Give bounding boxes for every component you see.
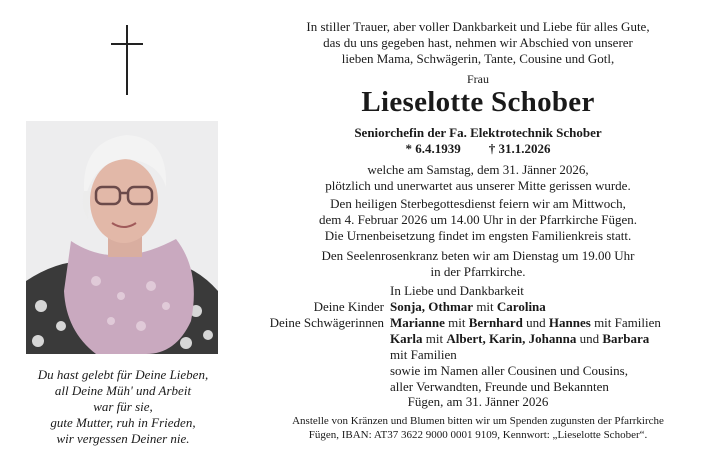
service-info	[244, 196, 712, 244]
inlaws-label: Deine Schwägerinnen	[269, 315, 384, 330]
rosary-info	[244, 248, 712, 280]
children-label: Deine Kinder	[313, 299, 384, 314]
poem-line: war für sie,	[93, 399, 153, 414]
intro-paragraph	[244, 19, 712, 67]
text-line: Die Urnenbeisetzung findet im engsten Familienkreis statt.	[324, 228, 632, 243]
inlaws-line-3: mit Familien	[390, 347, 457, 362]
intro-line: In stiller Trauer, aber voller Dankbarkeit und Liebe für alles Gute,	[306, 19, 650, 34]
name: Albert, Karin, Johanna	[446, 331, 577, 346]
birth-date: * 6.4.1939	[405, 141, 461, 156]
text-line: Anstelle von Kränzen und Blumen bitten wir um Spenden zugunsten der Pfarrkirche	[292, 415, 664, 427]
relatives-line: aller Verwandten, Freunde und Bekannten	[390, 379, 609, 394]
name: Karla	[390, 331, 423, 346]
text-line: Den heiligen Sterbegottesdienst feiern wir am Mittwoch,	[330, 196, 626, 211]
inlaws-line-2	[390, 331, 712, 347]
text: mit	[448, 315, 466, 330]
poem-line: all Deine Müh' und Arbeit	[54, 383, 192, 398]
poem-line: gute Mutter, ruh in Frieden,	[50, 415, 196, 430]
name: Barbara	[602, 331, 650, 346]
text-line: welche am Samstag, dem 31. Jänner 2026,	[367, 162, 589, 177]
death-date: † 31.1.2026	[488, 141, 551, 156]
family-list	[390, 283, 712, 395]
name: Hannes	[548, 315, 591, 330]
poem-line: Du hast gelebt für Deine Lieben,	[37, 367, 209, 382]
text-line: Fügen, IBAN: AT37 3622 9000 0001 9109, Kennwort: „Lieselotte Schober“.	[308, 429, 648, 441]
family-intro: In Liebe und Dankbarkeit	[390, 283, 524, 298]
place-date: Fügen, am 31. Jänner 2026	[407, 394, 549, 409]
donation-note	[244, 414, 712, 442]
life-dates	[244, 141, 712, 157]
name: Marianne	[390, 315, 445, 330]
intro-line: lieben Mama, Schwägerin, Tante, Cousine und Gotl,	[341, 51, 615, 66]
name: Sonja, Othmar	[390, 299, 474, 314]
deceased-name: Lieselotte Schober	[361, 86, 595, 118]
text-line: in der Pfarrkirche.	[430, 264, 526, 279]
name: Carolina	[496, 299, 546, 314]
text: und	[579, 331, 600, 346]
intro-line: das du uns gegeben hast, nehmen wir Abschied von unserer	[323, 35, 633, 50]
cross-icon	[111, 25, 143, 95]
children-names	[390, 299, 712, 315]
deceased-title: Seniorchefin der Fa. Elektrotechnik Schober	[354, 125, 602, 140]
text: mit	[425, 331, 444, 346]
poem-line: wir vergessen Deiner nie.	[56, 431, 190, 446]
text: und	[526, 315, 546, 330]
text-line: Den Seelenrosenkranz beten wir am Dienstag um 19.00 Uhr	[321, 248, 635, 263]
death-notice	[244, 162, 712, 194]
family-labels	[244, 283, 384, 331]
memorial-poem	[20, 367, 226, 447]
text-line: dem 4. Februar 2026 um 14.00 Uhr in der Pfarrkirche Fügen.	[318, 212, 638, 227]
text-line: plötzlich und unerwartet aus unserer Mitte gerissen wurde.	[325, 178, 631, 193]
text: mit Familien	[594, 315, 661, 330]
portrait-photo	[26, 121, 218, 354]
name: Bernhard	[468, 315, 523, 330]
inlaws-line-1	[390, 315, 712, 331]
salutation: Frau	[467, 72, 489, 86]
cousins-line: sowie im Namen aller Cousinen und Cousins,	[390, 363, 628, 378]
text: mit	[476, 299, 494, 314]
